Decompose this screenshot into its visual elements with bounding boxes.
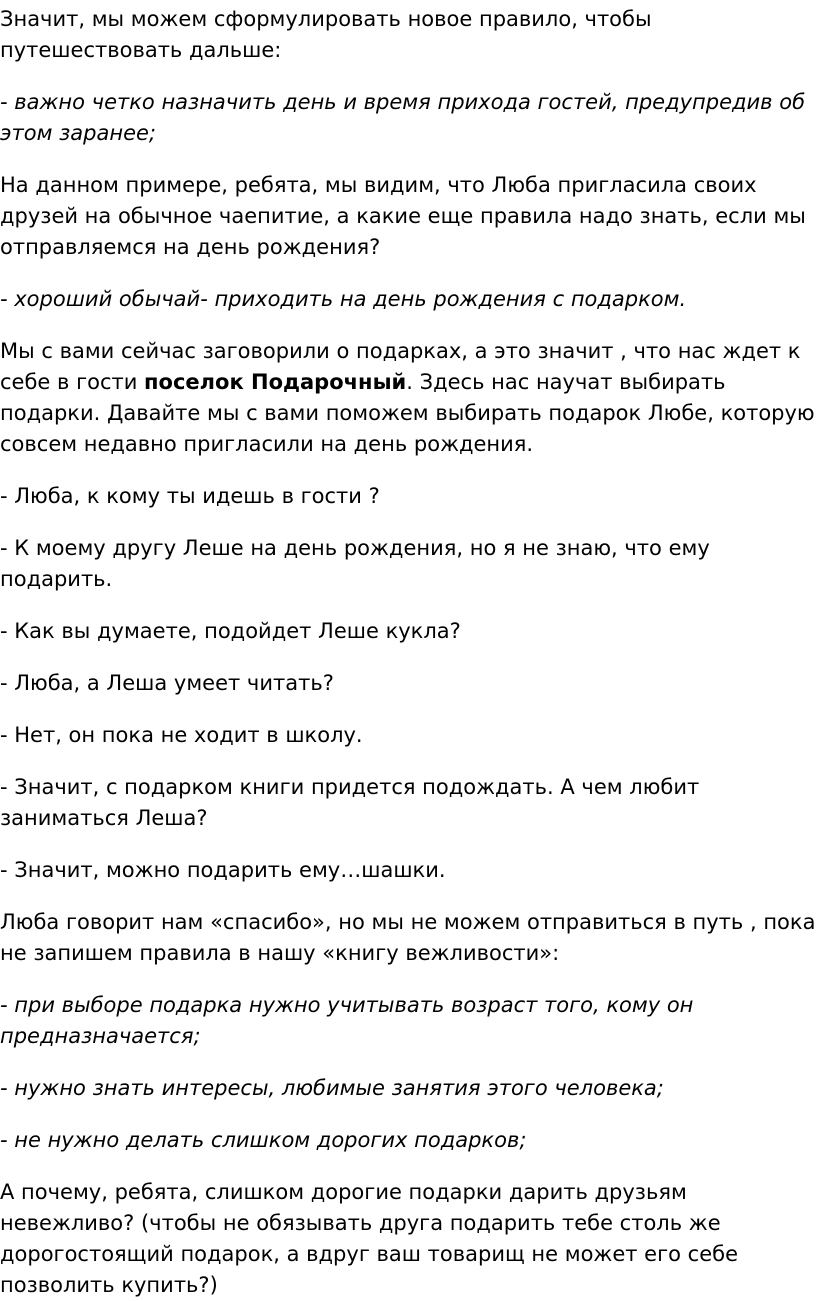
paragraph-rule-intro: Значит, мы можем сформулировать новое правило, чтобы путешествовать дальше:	[0, 7, 652, 62]
rule-know-interests: - нужно знать интересы, любимые занятия этого человека;	[0, 1076, 664, 1100]
gift-village-name: поселок Подарочный	[144, 370, 407, 394]
gift-village-text-before: Мы с вами сейчас заговорили о подарках, а это значит , что нас ждет к себе в гости	[0, 339, 801, 394]
dialogue-line-5: - Нет, он пока не ходит в школу.	[0, 723, 363, 747]
dialogue-line-2: - К моему другу Леше на день рождения, но я не знаю, что ему подарить.	[0, 536, 710, 591]
dialogue-line-4: - Люба, а Леша умеет читать?	[0, 671, 334, 695]
paragraph-expensive-gifts-question: А почему, ребята, слишком дорогие подарки дарить друзьям невежливо? (чтобы не обязывать друга подарить тебе столь же дорогостоящий подарок, а вдруг ваш товарищ не может его себе позволить купить?)	[0, 1180, 738, 1297]
gift-village-text-after: . Здесь нас научат выбирать подарки. Давайте мы с вами поможем выбирать подарок Любе, которую совсем недавно пригласили на день рождения.	[0, 370, 815, 456]
dialogue-line-6: - Значит, с подарком книги придется подождать. А чем любит заниматься Леша?	[0, 775, 700, 830]
rule-announce-time: - важно четко назначить день и время прихода гостей, предупредив об этом заранее;	[0, 90, 806, 145]
dialogue-line-7: - Значит, можно подарить ему…шашки.	[0, 858, 446, 882]
rule-consider-age: - при выборе подарка нужно учитывать возраст того, кому он предназначается;	[0, 993, 694, 1048]
paragraph-gift-village	[0, 336, 816, 460]
dialogue-line-1: - Люба, к кому ты идешь в гости ?	[0, 484, 380, 508]
dialogue-line-3: - Как вы думаете, подойдет Леше кукла?	[0, 619, 461, 643]
paragraph-politeness-book: Люба говорит нам «спасибо», но мы не можем отправиться в путь , пока не запишем правила в нашу «книгу вежливости»:	[0, 910, 816, 965]
paragraph-birthday-question: На данном примере, ребята, мы видим, что Люба пригласила своих друзей на обычное чаепитие, а какие еще правила надо знать, если мы отправляемся на день рождения?	[0, 173, 806, 259]
rule-bring-gift: - хороший обычай- приходить на день рождения с подарком.	[0, 287, 687, 311]
rule-no-expensive-gifts: - не нужно делать слишком дорогих подарков;	[0, 1128, 527, 1152]
